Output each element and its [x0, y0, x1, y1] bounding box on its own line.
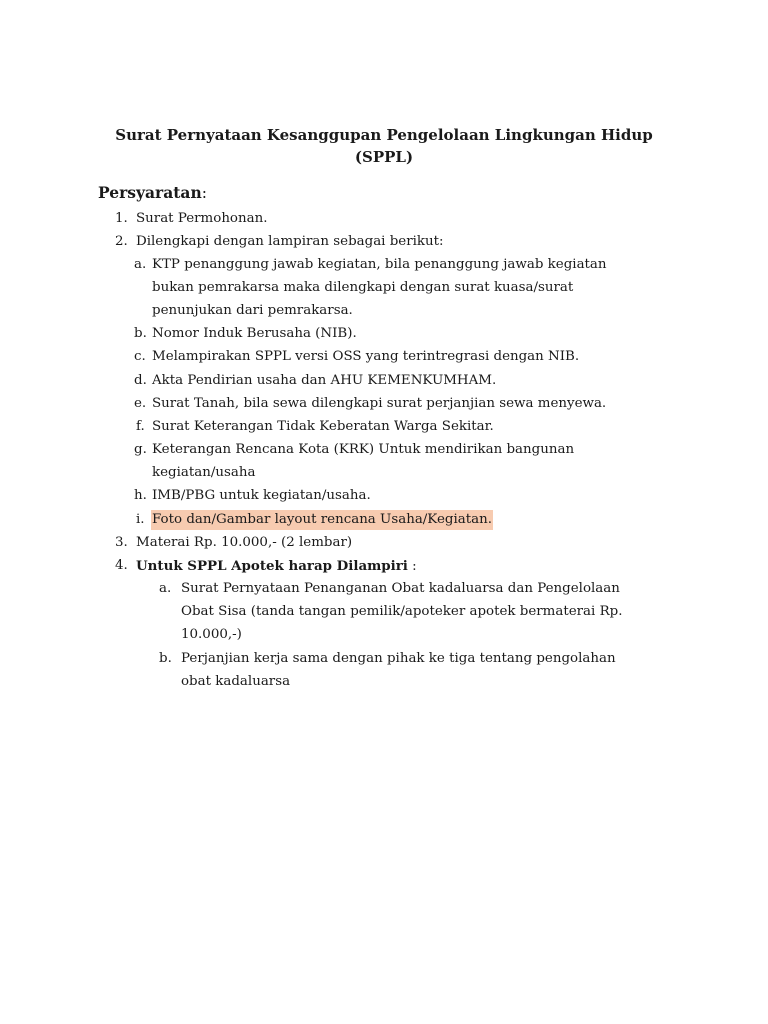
- highlighted-sub-item-line: Foto dan/Gambar layout rencana Usaha/Kegiatan.: [151, 510, 493, 530]
- item-number: 1.: [115, 211, 128, 226]
- sub-item-line: kegiatan/usaha: [152, 465, 256, 480]
- sub-item-letter: d.: [134, 373, 147, 388]
- item-number: 2.: [115, 234, 128, 249]
- list-item: [136, 556, 417, 577]
- document-title: [0, 124, 768, 168]
- list-item: Dilengkapi dengan lampiran sebagai berikut:: [136, 234, 444, 249]
- sub-item-line: obat kadaluarsa: [181, 674, 291, 689]
- list-item: Materai Rp. 10.000,- (2 lembar): [136, 535, 353, 550]
- sub-item-letter: b.: [134, 326, 147, 341]
- heading-colon: :: [201, 184, 207, 202]
- sub-item-line: Surat Tanah, bila sewa dilengkapi surat perjanjian sewa menyewa.: [152, 396, 607, 411]
- item-bold-text: Untuk SPPL Apotek harap Dilampiri: [136, 558, 408, 574]
- sub-item-line: Keterangan Rencana Kota (KRK) Untuk mendirikan bangunan: [152, 442, 575, 457]
- sub-item-letter: h.: [134, 488, 147, 503]
- sub-item-letter: i.: [136, 512, 145, 527]
- sub-item-line: IMB/PBG untuk kegiatan/usaha.: [152, 488, 371, 503]
- sub-item-line: Surat Keterangan Tidak Keberatan Warga Sekitar.: [152, 419, 494, 434]
- sub-item-letter: f.: [136, 419, 145, 434]
- sub-item-letter: a.: [159, 581, 172, 596]
- sub-item-letter: c.: [134, 349, 146, 364]
- sub-item-line: Nomor Induk Berusaha (NIB).: [152, 326, 357, 341]
- sub-item-letter: a.: [134, 257, 147, 272]
- sub-item-letter: g.: [134, 442, 147, 457]
- sub-item-letter: b.: [159, 651, 172, 666]
- sub-item-line: Akta Pendirian usaha dan AHU KEMENKUMHAM.: [152, 373, 497, 388]
- item-number: 3.: [115, 535, 128, 550]
- item-number: 4.: [115, 558, 128, 573]
- sub-item-line: bukan pemrakarsa maka dilengkapi dengan surat kuasa/surat: [152, 280, 574, 295]
- heading-text: Persyaratan: [98, 183, 202, 202]
- item-suffix: :: [407, 559, 417, 574]
- section-heading: [98, 182, 207, 204]
- sub-item-line: Melampirakan SPPL versi OSS yang terintregrasi dengan NIB.: [152, 349, 580, 364]
- sub-item-line: Surat Pernyataan Penanganan Obat kadaluarsa dan Pengelolaan: [181, 581, 620, 596]
- sub-item-line: penunjukan dari pemrakarsa.: [152, 303, 353, 318]
- sub-item-line: 10.000,-): [181, 627, 242, 642]
- title-line-2: (SPPL): [354, 148, 414, 166]
- list-item: Surat Permohonan.: [136, 211, 268, 226]
- sub-item-line: Obat Sisa (tanda tangan pemilik/apoteker apotek bermaterai Rp.: [181, 604, 623, 619]
- title-line-1: Surat Pernyataan Kesanggupan Pengelolaan Lingkungan Hidup: [115, 126, 653, 144]
- sub-item-line: KTP penanggung jawab kegiatan, bila penanggung jawab kegiatan: [152, 257, 607, 272]
- sub-item-letter: e.: [134, 396, 147, 411]
- sub-item-line: Perjanjian kerja sama dengan pihak ke tiga tentang pengolahan: [181, 651, 616, 666]
